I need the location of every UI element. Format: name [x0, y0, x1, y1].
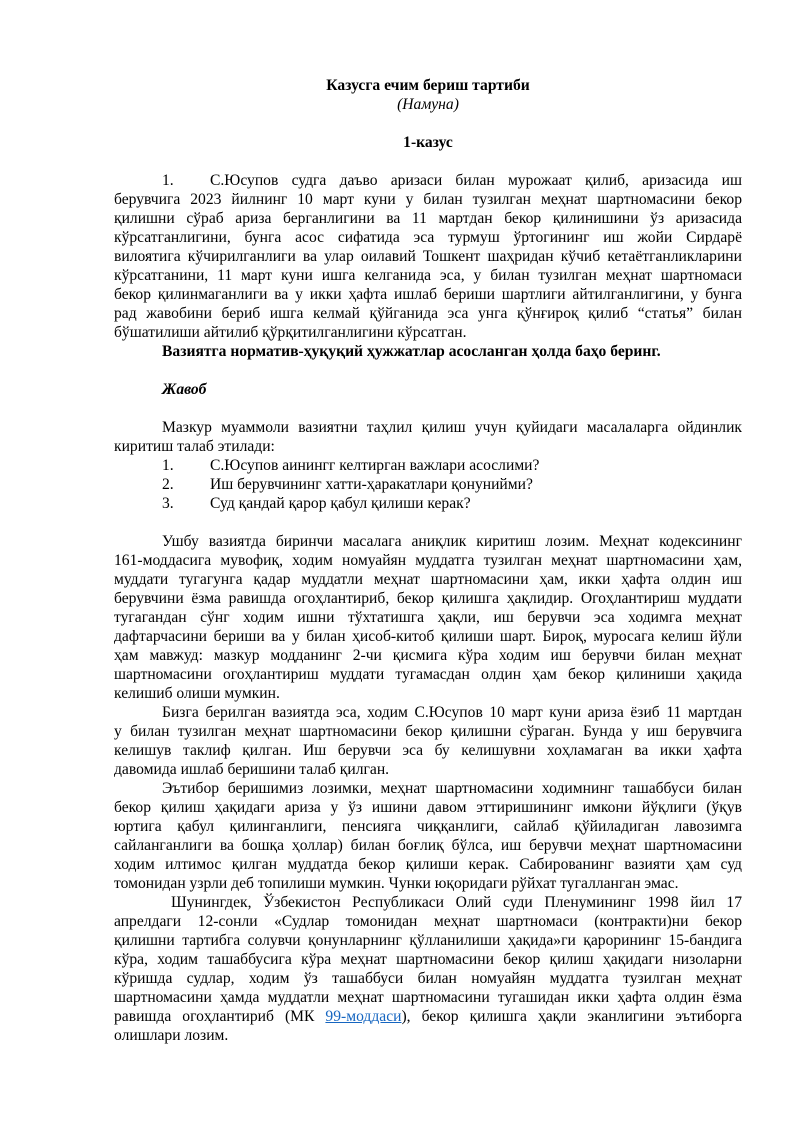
- case-line-text: С.Юсупов судга даъво аризаси билан мурожаат қилиб, аризасида иш: [210, 172, 742, 189]
- paragraph-2-line: у билан тузилган меҳнат шартномасини бекор қилишни сўраган. Бунда у иш берувчига: [114, 723, 742, 740]
- case-title: 1-казус: [403, 134, 453, 151]
- paragraph-2-line: келишув таклиф қилган. Иш берувчи эса бу келишувни хоҳламаган ва икки ҳафта: [114, 742, 742, 759]
- paragraph-4-text: равишда огоҳлантириб (МК: [114, 1008, 326, 1025]
- question-text: С.Юсупов аинингг келтирган важлари асослими?: [210, 457, 540, 474]
- paragraph-3-line: ходим илтимос қилган муддатда бекор қилиши керак. Сабированинг вазияти ҳам суд: [114, 856, 742, 873]
- case-line-6: кўрсатганини, 11 март куни ишга келганида эса, у билан тузилган меҳнат шартномаси: [114, 267, 742, 284]
- question-number: 3.: [162, 495, 174, 512]
- question-text: Иш берувчининг хатти-ҳаракатлари қонунийми?: [210, 476, 533, 493]
- paragraph-3-line: сайланганлиги ва бошқа ҳоллар) билан боғлиқ бўлса, иш берувчи меҳнат шартномасини: [114, 837, 742, 854]
- paragraph-1-line: ҳам мавжуд: мазкур модданинг 2-чи қисмига кўра ходим иш берувчи билан меҳнат: [114, 647, 742, 664]
- paragraph-1-line: дафтарчасини бериши ва у билан ҳисоб-китоб қилиши шарт. Бироқ, муросага келиш йўли: [114, 628, 742, 645]
- case-line-4: кўрсатганлигини, бунга асос сифатида эса турмуш ўртогининг иш жойи Сирдарё: [114, 229, 742, 246]
- document-subtitle: (Намуна): [397, 96, 459, 113]
- paragraph-3-line: юртига қабул қилинганлиги, пенсияга чиққанлиги, сайлаб қўйиладиган лавозимга: [114, 818, 742, 835]
- paragraph-4-line: олишлари лозим.: [114, 1027, 229, 1044]
- paragraph-1-line: берувчини ёзма равишда огоҳлантириб, бекор қилишга ҳақлидир. Огоҳлантириш муддати: [114, 590, 742, 607]
- paragraph-4-line: кўришда судлар, ходим ўз ташаббуси билан номуайян муддатга тузилган меҳнат: [114, 970, 742, 987]
- paragraph-1-line: шартномасини огоҳлантириш муддати тугамасдан олдин ҳам бекор қилиниши ҳақида: [114, 666, 742, 683]
- paragraph-4-text: ), бекор қилишга ҳақли эканлигини эътиборга: [401, 1008, 742, 1025]
- paragraph-1-line: тугагандан сўнг ходим ишни тўхтатишга ҳақли, иш берувчи эса ходимга меҳнат: [114, 609, 742, 626]
- paragraph-1-line: Ушбу вазиятда биринчи масалага аниқлик киритиш лозим. Меҳнат кодексининг: [162, 533, 742, 550]
- paragraph-4-line: шартномасини ҳамда муддатли меҳнат шартномасини тугашидан икки ҳафта олдин ёзма: [114, 989, 742, 1006]
- answer-intro-line-2: киритиш талаб этилади:: [114, 438, 275, 455]
- paragraph-4-line: қилишни тартибга солувчи қонунларнинг қўлланилиши ҳақида»ги қарорининг 15-бандига: [114, 932, 742, 949]
- answer-heading: Жавоб: [162, 381, 207, 398]
- paragraph-2-line: Бизга берилган вазиятда эса, ходим С.Юсупов 10 март куни ариза ёзиб 11 мартдан: [162, 704, 742, 721]
- paragraph-3-line: бекор қилиш ҳақидаги ариза у ўз ишини давом эттиришининг имкони йўқлиги (ўқув: [114, 799, 742, 816]
- case-number: 1.: [162, 172, 174, 189]
- case-line-7: бекор қилинмаганлиги ва у икки ҳафта ишлаб бериши шартлиги айтилганлигини, у бунга: [114, 286, 742, 303]
- document-title: Казусга ечим бериш тартиби: [326, 77, 530, 94]
- question-item: [162, 456, 742, 475]
- case-task: Вазиятга норматив-ҳуқуқий ҳужжатлар асосланган ҳолда баҳо беринг.: [162, 343, 661, 360]
- paragraph-4-line: кўра, ходим ташаббусига кўра меҳнат шартномасини бекор қилиш ҳақидаги низоларни: [114, 951, 742, 968]
- question-number: 1.: [162, 457, 174, 474]
- case-line-1: [114, 171, 742, 190]
- answer-intro-line-1: Мазкур муаммоли вазиятни таҳлил қилиш учун қуйидаги масалаларга ойдинлик: [162, 419, 742, 436]
- case-line-8: рад жавобини бериб ишга келмай қўйганида эса унга қўнғироқ қилиб “статья” билан: [114, 305, 742, 322]
- paragraph-1-line: муддати тугагунга қадар муддатли меҳнат шартномасини ҳам, икки ҳафта олдин иш: [114, 571, 742, 588]
- article-99-link[interactable]: 99-моддаси: [325, 1008, 402, 1025]
- paragraph-3-line: Эътибор беришимиз лозимки, меҳнат шартномасини ходимнинг ташаббуси билан: [162, 780, 742, 797]
- case-line-3: қилишни сўраб ариза берганлигини ва 11 мартдан бекор қилинишини ўз аризасида: [114, 210, 742, 227]
- question-item: [162, 475, 742, 494]
- question-text: Суд қандай қарор қабул қилиши керак?: [210, 495, 471, 512]
- paragraph-1-line: 161-моддасига мувофиқ, ходим номуайян муддатга тузилган меҳнат шартномасини ҳам,: [114, 552, 742, 569]
- paragraph-2-line: давомида ишлаб беришини талаб қилган.: [114, 761, 390, 778]
- case-line-2: берувчига 2023 йилнинг 10 март куни у билан тузилган меҳнат шартномасини бекор: [114, 191, 742, 208]
- paragraph-1-line: келишиб олиши мумкин.: [114, 685, 280, 702]
- case-line-5: вилоятига кўчирилганлиги ва улар оилавий Тошкент шаҳридан кўчиб кетаётганликларини: [114, 248, 742, 265]
- paragraph-4-line: апрелдаги 12-сонли «Судлар томонидан меҳнат шартномаси (контракти)ни бекор: [114, 913, 742, 930]
- paragraph-3-line: томонидан узрли деб топилиши мумкин. Чунки юқоридаги рўйхат тугалланган эмас.: [114, 875, 679, 892]
- question-number: 2.: [162, 476, 174, 493]
- paragraph-4-line: Шунингдек, Ўзбекистон Республикаси Олий суди Пленумининг 1998 йил 17: [171, 894, 742, 911]
- paragraph-4-line: [114, 1007, 742, 1026]
- question-item: [162, 494, 742, 513]
- case-line-9: бўшатилиши айтилиб қўрқитилганлигини кўрсатган.: [114, 324, 467, 341]
